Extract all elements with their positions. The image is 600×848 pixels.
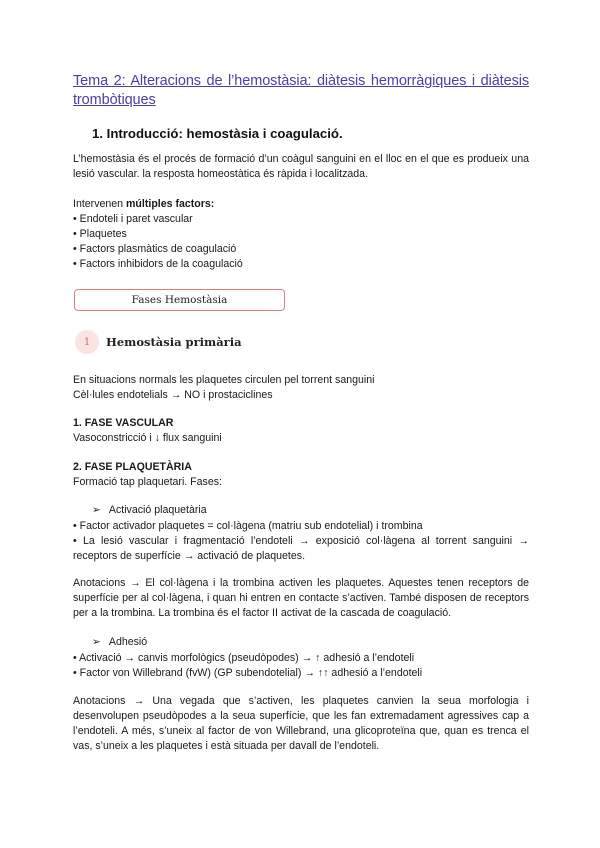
arrow-bullet-icon: ➢ bbox=[92, 504, 101, 516]
fase-plaquetaria-heading: 2. FASE PLAQUETÀRIA bbox=[73, 461, 192, 473]
adhesio-anotacions: Anotacions → Una vegada que s’activen, les plaquetes canvien la seua morfologia i desenvolupen pseudòpodes a la seua superfície, que les fan extremadament agressives cap a l’endoteli. A més, s’uneix al factor de von Willebrand, una glicoproteïna que, quan es trenca el vas, s’uneix a les plaquetes i està situada per davall de l’endoteli. bbox=[73, 695, 529, 752]
adhesio-subheading: ➢ Adhesió bbox=[92, 636, 148, 648]
fase-plaquetaria-text: Formació tap plaquetari. Fases: bbox=[73, 476, 222, 488]
factor-item: • Plaquetes bbox=[73, 228, 127, 240]
arrow-bullet-icon: ➢ bbox=[92, 636, 101, 648]
adhesio-bullet: • Activació → canvis morfològics (pseudòpodes) → ↑ adhesió a l’endoteli bbox=[73, 652, 415, 664]
fases-hemostasia-label: Fases Hemostàsia bbox=[131, 294, 228, 306]
activacio-bullet: • La lesió vascular i fragmentació l’endoteli → exposició col·làgena al torrent sanguini → receptors de superfície → activació de plaquetes. bbox=[73, 535, 529, 562]
primaria-line: Cèl·lules endotelials → NO i prostaciclines bbox=[73, 389, 273, 401]
activacio-bullets bbox=[73, 519, 529, 564]
fase-vascular-text: Vasoconstricció i ↓ flux sanguini bbox=[73, 432, 222, 444]
section-heading-introduccio: 1. Introducció: hemostàsia i coagulació. bbox=[92, 126, 343, 141]
factors-intro: Intervenen múltiples factors: bbox=[73, 198, 215, 210]
primaria-text bbox=[73, 373, 529, 403]
fase-plaquetaria bbox=[73, 460, 529, 490]
adhesio-bullet: • Factor von Willebrand (fvW) (GP subendotelial) → ↑↑ adhesió a l’endoteli bbox=[73, 667, 423, 679]
activacio-subheading: ➢ Activació plaquetària bbox=[92, 504, 207, 516]
factor-item: • Endoteli i paret vascular bbox=[73, 213, 193, 225]
section-number-badge: 1 bbox=[75, 330, 99, 354]
hemostasia-primaria-title: Hemostàsia primària bbox=[106, 335, 242, 349]
adhesio-bullets bbox=[73, 651, 529, 681]
fase-vascular-heading: 1. FASE VASCULAR bbox=[73, 417, 174, 429]
fase-vascular bbox=[73, 416, 529, 446]
fases-hemostasia-box bbox=[74, 289, 285, 311]
intro-paragraph: L’hemostàsia és el procés de formació d’un coàgul sanguini en el lloc en el que es produeix una lesió vascular. la resposta homeostàtica és ràpida i localitzada. bbox=[73, 153, 529, 180]
activacio-bullet: • Factor activador plaquetes = col·làgena (matriu sub endotelial) i trombina bbox=[73, 520, 423, 532]
activacio-anotacions: Anotacions → El col·làgena i la trombina activen les plaquetes. Aquestes tenen receptors de superfície per al col·làgena, i quan hi entren en contacte s’activen. També disposen de receptors per a la trombina. La trombina és el factor II activat de la cascada de coagulació. bbox=[73, 577, 529, 619]
factor-item: • Factors plasmàtics de coagulació bbox=[73, 243, 237, 255]
primaria-line: En situacions normals les plaquetes circulen pel torrent sanguini bbox=[73, 374, 375, 386]
factor-item: • Factors inhibidors de la coagulació bbox=[73, 258, 243, 270]
document-title[interactable]: Tema 2: Alteracions de l’hemostàsia: diàtesis hemorràgiques i diàtesis trombòtiques bbox=[73, 73, 529, 108]
factors-list bbox=[73, 197, 529, 272]
